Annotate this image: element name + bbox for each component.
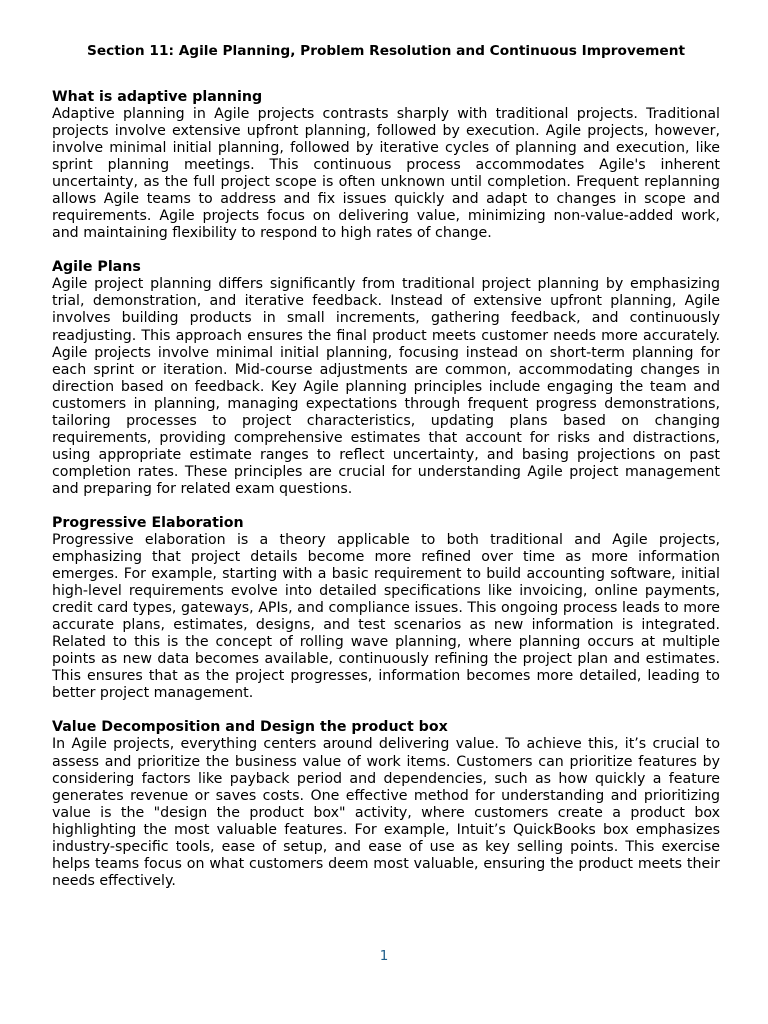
section-heading: Agile Plans [52, 259, 141, 276]
section-progressive-elaboration [52, 515, 720, 702]
section-heading: Value Decomposition and Design the product box [52, 719, 448, 736]
section-agile-plans [52, 259, 720, 498]
section-adaptive-planning [52, 89, 720, 242]
section-body: Adaptive planning in Agile projects contrasts sharply with traditional projects. Traditional projects involve extensive upfront planning, followed by execution. Agile projects, however, involve minimal initial planning, followed by iterative cycles of planning and execution, like sprint planning meetings. This continuous process accommodates Agile's inherent uncertainty, as the full project scope is often unknown until completion. Frequent replanning allows Agile teams to address and fix issues quickly and adapt to changes in scope and requirements. Agile projects focus on delivering value, minimizing non-value-added work, and maintaining flexibility to respond to high rates of change. [52, 106, 720, 242]
page-title: Section 11: Agile Planning, Problem Resolution and Continuous Improvement [87, 43, 685, 59]
section-value-decomposition [52, 719, 720, 889]
section-body: In Agile projects, everything centers around delivering value. To achieve this, it’s crucial to assess and prioritize the business value of work items. Customers can prioritize features by considering factors like payback period and dependencies, such as how quickly a feature generates revenue or saves costs. One effective method for understanding and prioritizing value is the "design the product box" activity, where customers create a product box highlighting the most valuable features. For example, Intuit’s QuickBooks box emphasizes industry-specific tools, ease of setup, and ease of use as key selling points. This exercise helps teams focus on what customers deem most valuable, ensuring the product meets their needs effectively. [52, 736, 720, 889]
section-body: Progressive elaboration is a theory applicable to both traditional and Agile projects, emphasizing that project details become more refined over time as more information emerges. For example, starting with a basic requirement to build accounting software, initial high-level requirements evolve into detailed specifications like invoicing, online payments, credit card types, gateways, APIs, and compliance issues. This ongoing process leads to more accurate plans, estimates, designs, and test scenarios as new information is integrated. Related to this is the concept of rolling wave planning, where planning occurs at multiple points as new data becomes available, continuously refining the project plan and estimates. This ensures that as the project progresses, information becomes more detailed, leading to better project management. [52, 531, 720, 702]
page-number: 1 [379, 948, 389, 964]
section-body: Agile project planning differs significantly from traditional project planning by emphasizing trial, demonstration, and iterative feedback. Instead of extensive upfront planning, Agile involves building products in small increments, gathering feedback, and continuously readjusting. This approach ensures the final product meets customer needs more accurately. Agile projects involve minimal initial planning, focusing instead on short-term planning for each sprint or iteration. Mid-course adjustments are common, accommodating changes in direction based on feedback. Key Agile planning principles include engaging the team and customers in planning, managing expectations through frequent progress demonstrations, tailoring processes to project characteristics, updating plans based on changing requirements, providing comprehensive estimates that account for risks and distractions, using appropriate estimate ranges to reflect uncertainty, and basing projections on past completion rates. These principles are crucial for understanding Agile project management and preparing for related exam questions. [52, 276, 720, 497]
document-page [52, 41, 720, 907]
section-heading: What is adaptive planning [52, 89, 263, 105]
section-heading: Progressive Elaboration [52, 514, 244, 531]
